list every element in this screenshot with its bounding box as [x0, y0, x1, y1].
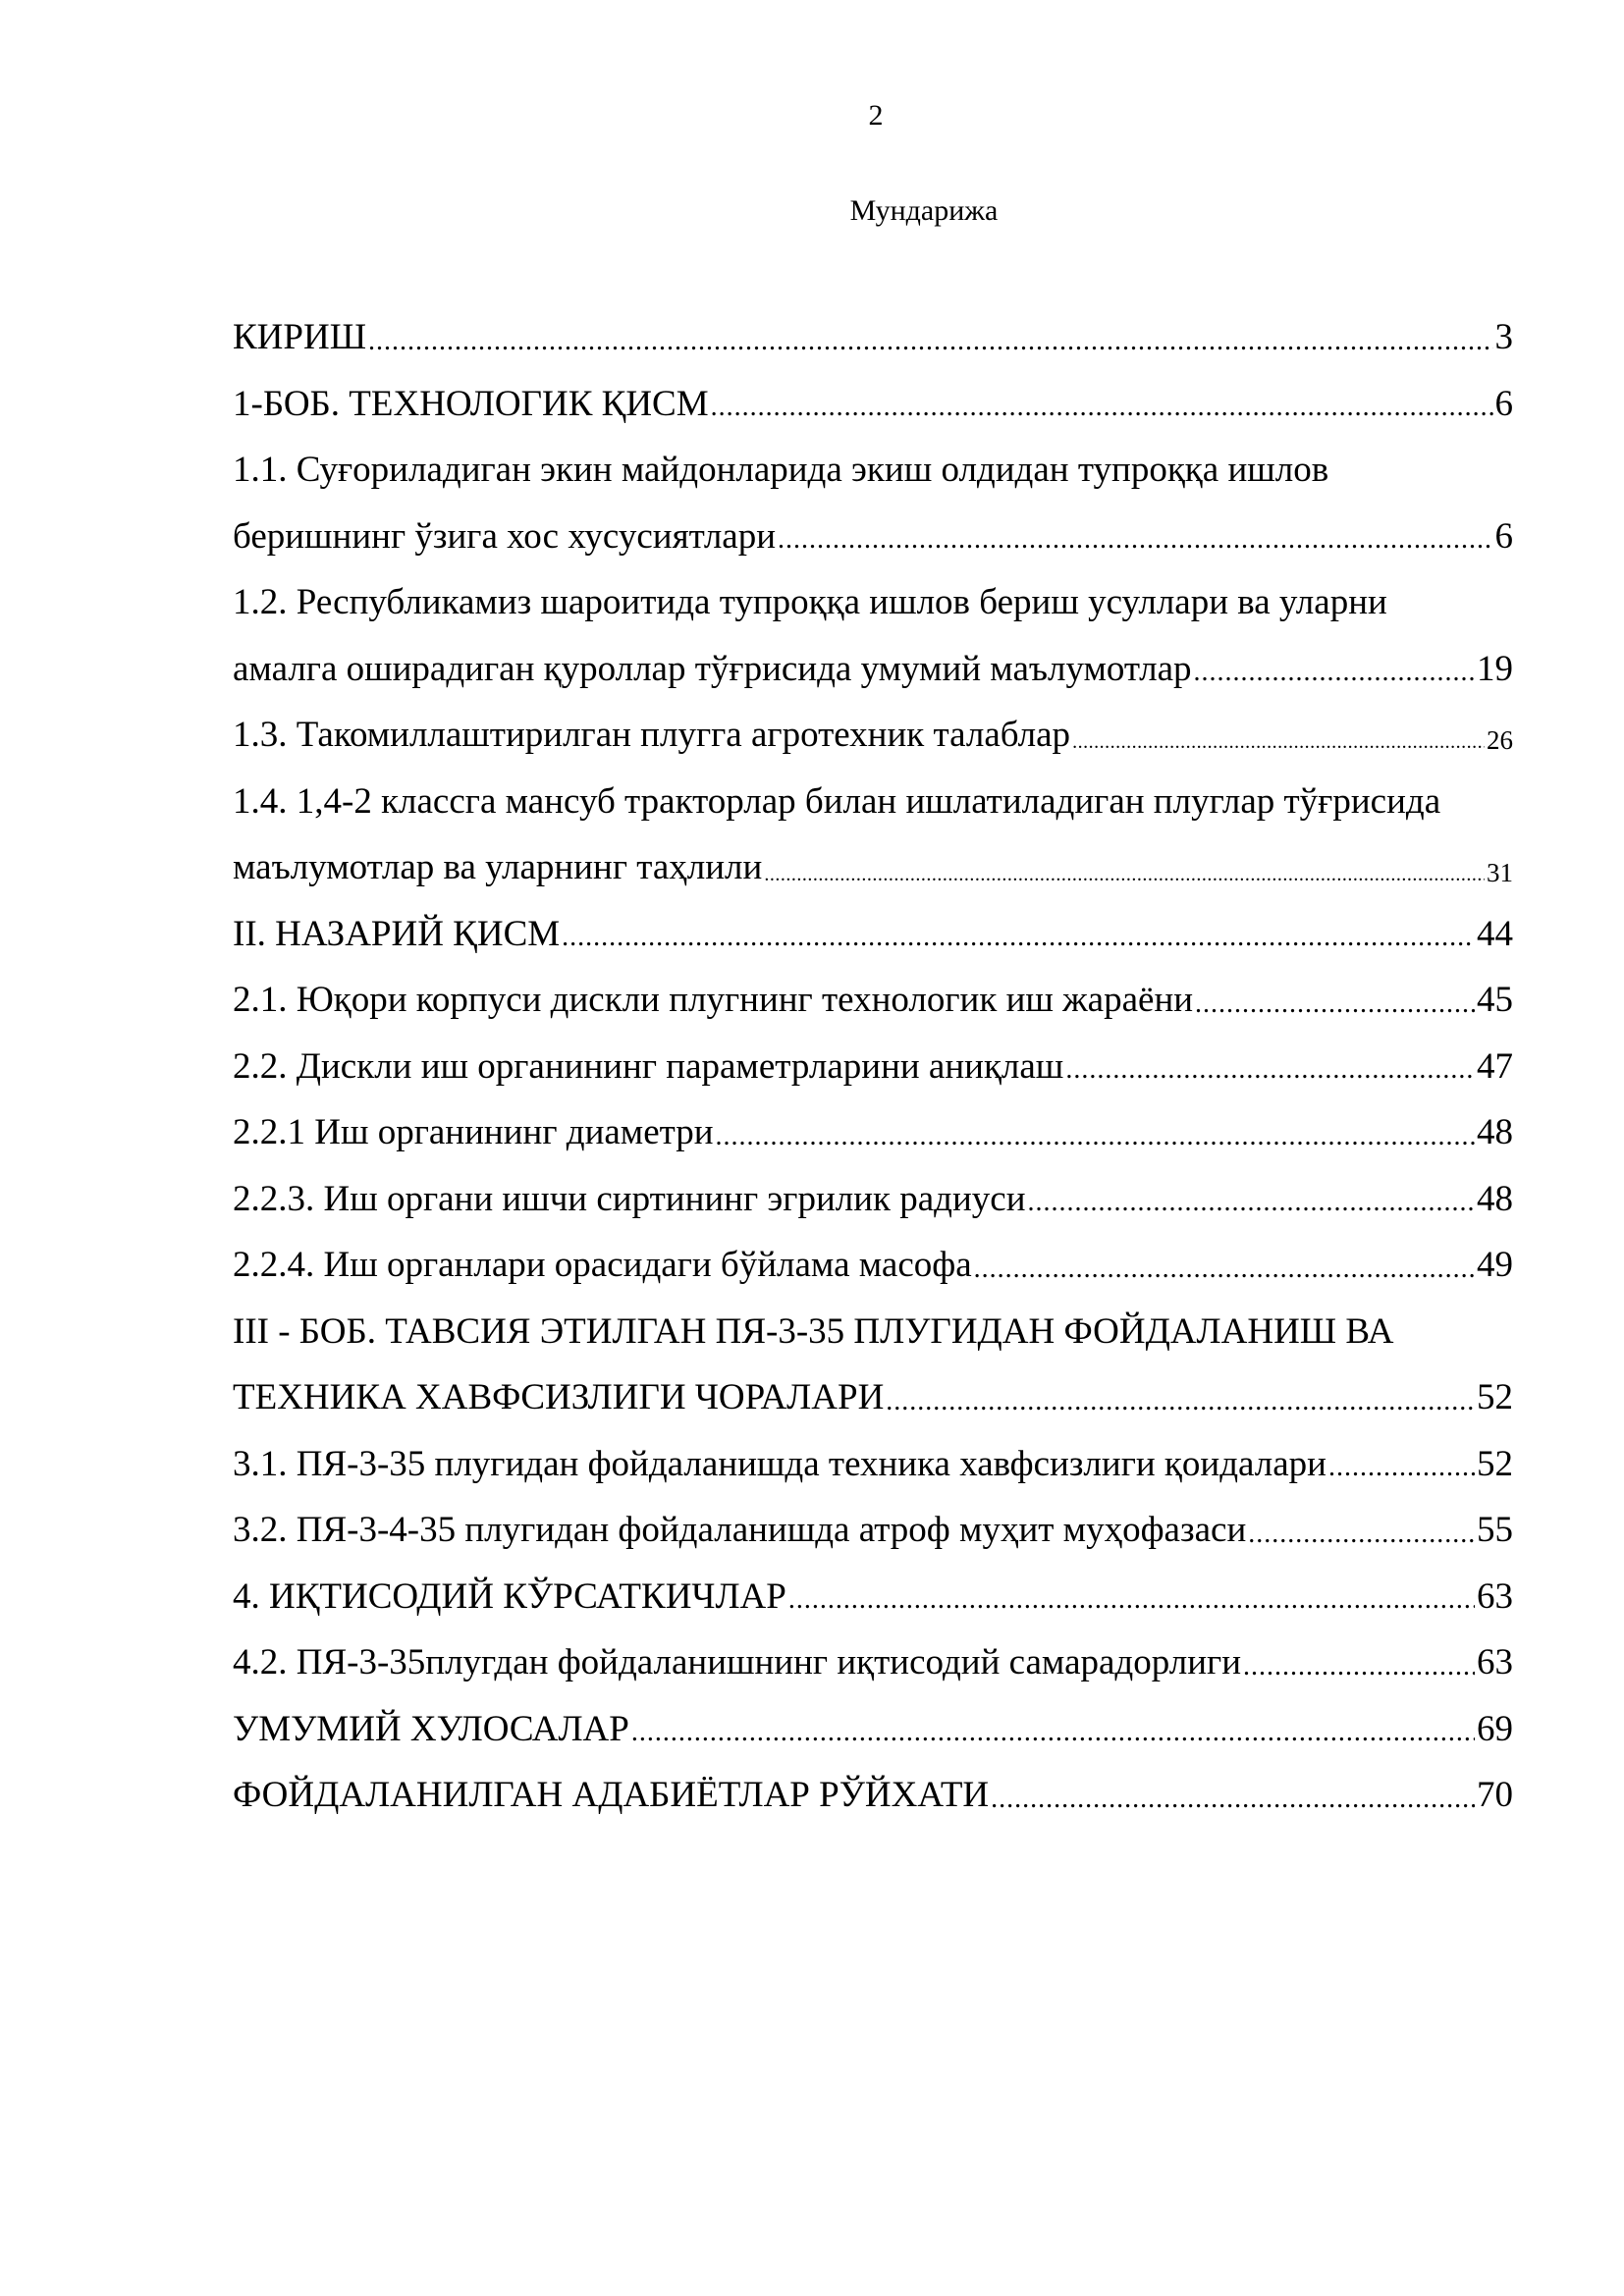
- toc-entry-text: 1-БОБ. ТЕХНОЛОГИК ҚИСМ: [233, 383, 709, 424]
- toc-entry-3-1: [233, 1431, 1513, 1498]
- toc-leader-dots: [778, 524, 1492, 556]
- toc-entry-1-2-line-1: [233, 569, 1513, 636]
- toc-entry-page: 48: [1477, 1112, 1513, 1153]
- toc-entry-text: ФОЙДАЛАНИЛГАН АДАБИЁТЛАР РЎЙХАТИ: [233, 1775, 990, 1816]
- toc-entry-text: 2.2.3. Иш органи ишчи сиртининг эгрилик радиуси: [233, 1178, 1026, 1219]
- toc-entry-1-2-line-2: [233, 636, 1513, 703]
- toc-entry-introduction: [233, 304, 1513, 371]
- toc-entry-page: 52: [1477, 1377, 1513, 1418]
- toc-entry-page: 63: [1477, 1575, 1513, 1617]
- toc-leader-dots: [1028, 1187, 1475, 1218]
- toc-leader-dots: [974, 1254, 1475, 1285]
- toc-entry-text: ТЕХНИКА ХАВФСИЗЛИГИ ЧОРАЛАРИ: [233, 1377, 885, 1418]
- toc-entry-page: 6: [1494, 515, 1513, 557]
- toc-entry-text: 3.2. ПЯ-3-4-35 плугидан фойдаланишда атроф муҳит муҳофазаси: [233, 1510, 1247, 1551]
- toc-entry-1-4-line-1: [233, 769, 1513, 835]
- toc-leader-dots: [716, 1121, 1475, 1152]
- toc-entry-1-3: [233, 702, 1513, 769]
- toc-leader-dots: [1328, 1452, 1475, 1483]
- toc-entry-page: 44: [1477, 913, 1513, 954]
- toc-entry-page: 47: [1477, 1045, 1513, 1087]
- toc-entry-page: 55: [1477, 1510, 1513, 1551]
- toc-leader-dots: [991, 1784, 1475, 1815]
- toc-leader-dots: [1248, 1519, 1475, 1550]
- toc-entry-page: 6: [1494, 383, 1513, 424]
- toc-leader-dots: [711, 392, 1493, 423]
- toc-entry-page: 63: [1477, 1642, 1513, 1683]
- toc-leader-dots: [631, 1717, 1475, 1748]
- toc-entry-page: 31: [1487, 858, 1513, 888]
- toc-entry-text: 2.1. Юқори корпуси дискли плугнинг технологик иш жараёни: [233, 980, 1194, 1021]
- toc-entry-3-2: [233, 1497, 1513, 1564]
- toc-entry-text: 2.2.4. Иш органлари орасидаги бўйлама масофа: [233, 1245, 972, 1286]
- toc-entry-2-2: [233, 1034, 1513, 1100]
- toc-entry-2-2-3: [233, 1166, 1513, 1233]
- toc-entry-page: 19: [1477, 648, 1513, 689]
- page-number: 2: [868, 99, 884, 132]
- toc-entry-text: 2.2. Дискли иш органининг параметрларини аниқлаш: [233, 1045, 1064, 1087]
- toc-entry-chapter-1: [233, 371, 1513, 438]
- toc-entry-page: 3: [1494, 317, 1513, 358]
- toc-entry-2-1: [233, 967, 1513, 1034]
- toc-entry-text: 3.1. ПЯ-3-35 плугидан фойдаланишда техника хавфсизлиги қоидалари: [233, 1443, 1326, 1484]
- toc-entry-text: амалга оширадиган қуроллар тўғрисида умумий маълумотлар: [233, 648, 1192, 689]
- toc-leader-dots: [1194, 657, 1475, 688]
- toc-entry-1-1-line-2: [233, 504, 1513, 570]
- toc-entry-text: 2.2.1 Иш органининг диаметри: [233, 1112, 714, 1153]
- toc-entry-text: КИРИШ: [233, 317, 367, 358]
- toc-leader-dots: [788, 1584, 1475, 1616]
- toc-leader-dots: [1243, 1651, 1475, 1682]
- toc-entry-text: II. НАЗАРИЙ ҚИСМ: [233, 913, 561, 954]
- toc-entry-references: [233, 1762, 1513, 1829]
- toc-entry-text: 4. ИҚТИСОДИЙ КЎРСАТКИЧЛАР: [233, 1575, 786, 1617]
- toc-entry-page: 26: [1487, 725, 1513, 756]
- toc-entry-text: 1.2. Республикамиз шароитида тупроққа ишлов бериш усуллари ва уларни: [233, 582, 1387, 623]
- toc-leader-dots: [368, 326, 1492, 357]
- toc-entry-1-1-line-1: [233, 437, 1513, 504]
- toc-entry-text: 1.1. Суғориладиган экин майдонларида экиш олдидан тупроққа ишлов: [233, 450, 1329, 491]
- toc-entry-2-2-4: [233, 1232, 1513, 1299]
- toc-entry-page: 45: [1477, 980, 1513, 1021]
- toc-entry-chapter-2: [233, 901, 1513, 968]
- toc-leader-dots: [886, 1386, 1475, 1417]
- toc-entry-page: 52: [1477, 1443, 1513, 1484]
- toc-leader-dots: [1072, 731, 1485, 754]
- toc-entry-chapter-3-line-2: [233, 1364, 1513, 1431]
- toc-leader-dots: [1065, 1054, 1475, 1086]
- toc-entry-page: 49: [1477, 1245, 1513, 1286]
- toc-entry-conclusions: [233, 1696, 1513, 1763]
- toc-entry-1-4-line-2: [233, 834, 1513, 901]
- toc-leader-dots: [562, 922, 1475, 953]
- document-title: Мундарижа: [849, 194, 999, 227]
- toc-entry-text: 1.4. 1,4-2 классга мансуб тракторлар билан ишлатиладиган плуглар тўғрисида: [233, 780, 1441, 822]
- toc-entry-text: УМУМИЙ ХУЛОСАЛАР: [233, 1708, 629, 1749]
- toc-entry-text: маълумотлар ва уларнинг таҳлили: [233, 847, 763, 888]
- toc-entry-text: III - БОБ. ТАВСИЯ ЭТИЛГАН ПЯ-3-35 ПЛУГИДАН ФОЙДАЛАНИШ ВА: [233, 1310, 1394, 1352]
- toc-entry-text: 4.2. ПЯ-3-35плугдан фойдаланишнинг иқтисодий самарадорлиги: [233, 1642, 1242, 1683]
- toc-entry-chapter-4: [233, 1564, 1513, 1630]
- toc-entry-chapter-3-line-1: [233, 1299, 1513, 1365]
- toc-entry-4-2: [233, 1629, 1513, 1696]
- toc-leader-dots: [1195, 988, 1475, 1020]
- toc-entry-page: 69: [1477, 1708, 1513, 1749]
- toc-entry-page: 48: [1477, 1178, 1513, 1219]
- toc-entry-text: 1.3. Такомиллаштирилган плугга агротехник талаблар: [233, 715, 1071, 756]
- table-of-contents: [233, 304, 1513, 1829]
- toc-entry-page: 70: [1477, 1775, 1513, 1816]
- toc-entry-2-2-1: [233, 1099, 1513, 1166]
- toc-entry-text: беришнинг ўзига хос хусусиятлари: [233, 515, 777, 557]
- toc-leader-dots: [764, 864, 1485, 886]
